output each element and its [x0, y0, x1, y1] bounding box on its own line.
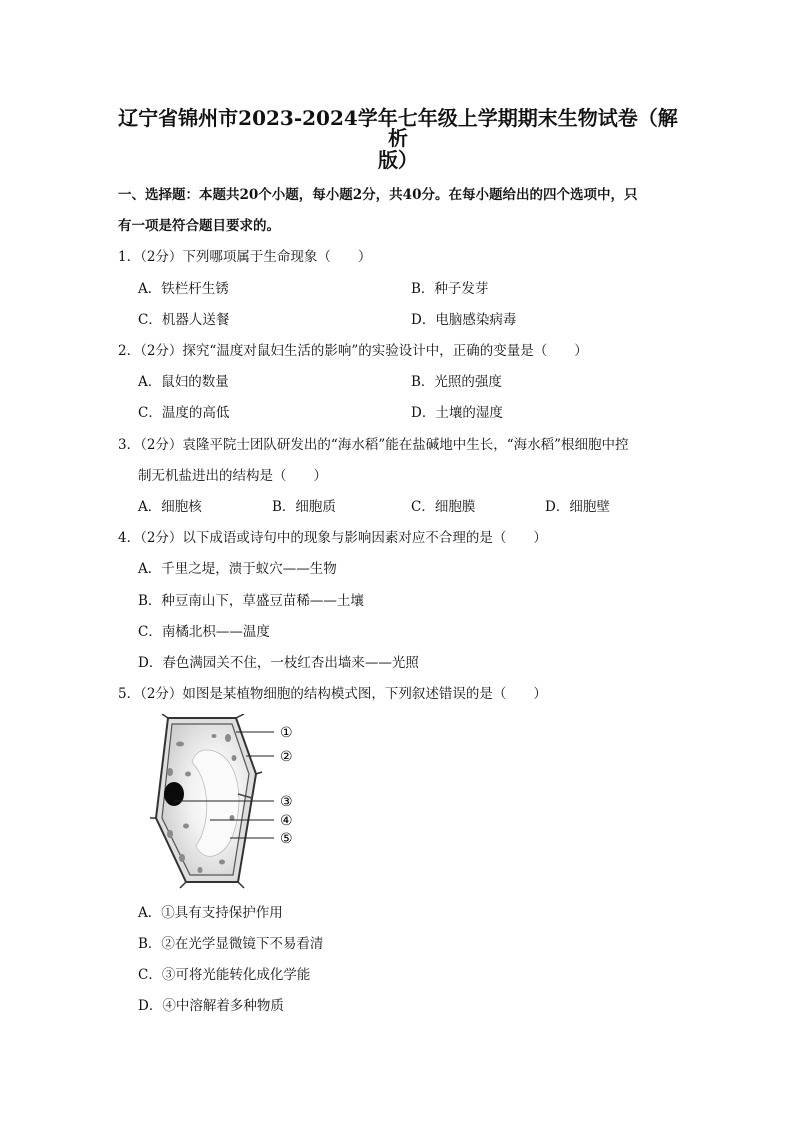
- question-3-option-b: B．细胞质: [272, 499, 336, 515]
- question-2-option-c: C．温度的高低: [138, 405, 230, 421]
- chloroplast: [176, 742, 184, 747]
- question-5-option-c: C．③可将光能转化成化学能: [138, 967, 311, 983]
- chloroplast: [167, 768, 173, 776]
- question-1-option-a: A．铁栏杆生锈: [138, 281, 229, 297]
- question-2-stem: 2．（2分）探究“温度对鼠妇生活的影响”的实验设计中，正确的变量是（ ）: [118, 343, 588, 359]
- question-2-option-a: A．鼠妇的数量: [138, 374, 229, 390]
- section-heading: 一、选择题：本题共20个小题，每小题2分，共40分。在每小题给出的四个选项中，只: [118, 187, 638, 203]
- chloroplast: [183, 824, 189, 829]
- chloroplast: [167, 830, 173, 838]
- chloroplast: [219, 860, 225, 865]
- chloroplast: [225, 734, 231, 742]
- page-title: 辽宁省锦州市2023-2024学年七年级上学期期末生物试卷（解析: [118, 106, 678, 150]
- question-3-option-a: A．细胞核: [138, 499, 202, 515]
- question-4-option-b: B．种豆南山下，草盛豆苗稀——土壤: [138, 593, 364, 609]
- question-2-option-d: D．土壤的湿度: [411, 405, 503, 421]
- question-1-option-b: B．种子发芽: [411, 281, 489, 297]
- figure-label-2: ②: [280, 749, 293, 765]
- chloroplast: [198, 867, 203, 873]
- question-3-option-c: C．细胞膜: [411, 499, 476, 515]
- chloroplast: [185, 772, 191, 777]
- question-3-option-d: D．细胞壁: [545, 499, 610, 515]
- question-4-option-a: A．千里之堤，溃于蚁穴——生物: [138, 561, 337, 577]
- chloroplast: [212, 734, 217, 738]
- question-5-stem: 5．（2分）如图是某植物细胞的结构模式图，下列叙述错误的是（ ）: [118, 686, 547, 702]
- question-5-option-d: D．④中溶解着多种物质: [138, 998, 284, 1014]
- figure-label-5: ⑤: [280, 831, 293, 847]
- question-1-option-c: C．机器人送餐: [138, 312, 230, 328]
- question-1-stem: 1．（2分）下列哪项属于生命现象（ ）: [118, 249, 372, 265]
- question-4-stem: 4．（2分）以下成语或诗句中的现象与影响因素对应不合理的是（ ）: [118, 530, 547, 546]
- chloroplast: [179, 854, 185, 862]
- question-5-option-b: B．②在光学显微镜下不易看清: [138, 936, 324, 952]
- figure-label-1: ①: [280, 725, 293, 741]
- question-1-option-d: D．电脑感染病毒: [411, 312, 517, 328]
- question-4-option-c: C．南橘北枳——温度: [138, 624, 270, 640]
- section-heading-continued: 有一项是符合题目要求的。: [118, 218, 280, 234]
- question-2-option-b: B．光照的强度: [411, 374, 502, 390]
- chloroplast: [232, 755, 237, 761]
- question-3-stem: 3．（2分）袁隆平院士团队研发出的“海水稻”能在盐碱地中生长，“海水稻”根细胞中控: [118, 437, 629, 453]
- figure-label-4: ④: [280, 813, 293, 829]
- plant-cell-figure: [140, 714, 330, 894]
- question-5-option-a: A．①具有支持保护作用: [138, 905, 283, 921]
- page-title-continued: 版）: [378, 148, 418, 172]
- question-3-stem-continued: 制无机盐进出的结构是（ ）: [138, 468, 327, 484]
- figure-label-3: ③: [280, 794, 293, 810]
- nucleus: [164, 782, 184, 806]
- question-4-option-d: D．春色满园关不住，一枝红杏出墙来——光照: [138, 655, 419, 671]
